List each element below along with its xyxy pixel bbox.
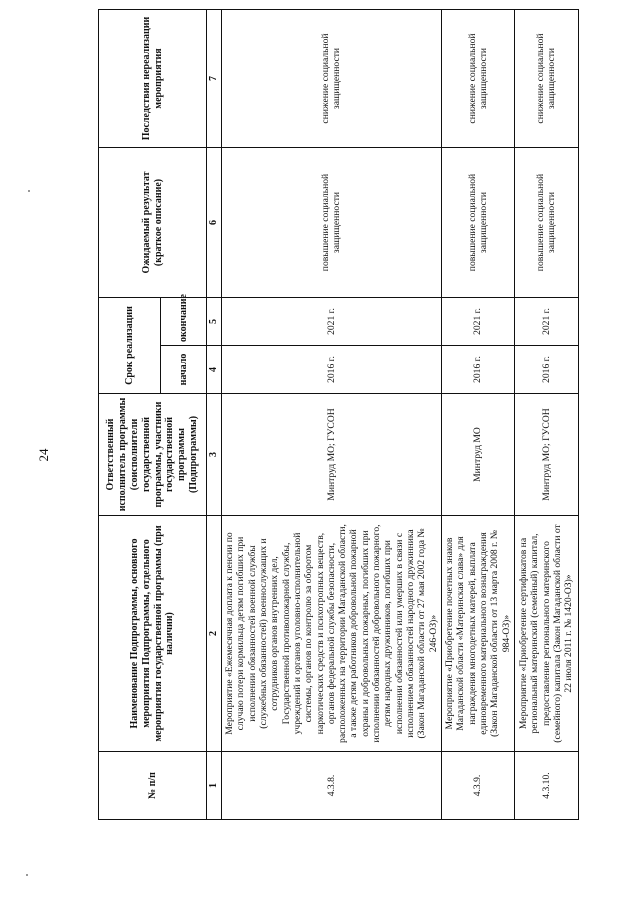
program-measures-table: [98, 9, 579, 820]
table-row: [222, 10, 442, 820]
row-num: 4.3.8.: [222, 752, 442, 820]
row-end: 2021 г.: [441, 298, 514, 346]
column-number: 7: [207, 10, 222, 148]
row-start: 2016 г.: [441, 346, 514, 394]
row-num: 4.3.9.: [441, 752, 514, 820]
scan-speck: [26, 874, 28, 876]
scan-speck: [28, 190, 30, 192]
header-num: № п/п: [99, 752, 207, 820]
document-table-region: [98, 10, 575, 820]
header-name: Наименование Подпрограммы, основного мероприятия Подпрограммы, отдельного мероприятия государственной программы (при наличии): [99, 516, 207, 752]
column-number: 1: [207, 752, 222, 820]
table-row: [514, 10, 578, 820]
row-responsible: Минтруд МО; ГУСОН: [222, 394, 442, 516]
column-number: 4: [207, 346, 222, 394]
column-number-row: [207, 10, 222, 820]
row-name: Мероприятие «Приобретение сертификатов на региональный материнский (семейный) капитал, предоставление регионального материнского (семейного) капитала (Закон Магаданской области от 22 июля 2011 г. № 1420-ОЗ)»: [514, 516, 578, 752]
header-consequences: Последствия нереализации мероприятия: [99, 10, 207, 148]
column-number: 3: [207, 394, 222, 516]
column-number: 2: [207, 516, 222, 752]
row-num: 4.3.10.: [514, 752, 578, 820]
row-start: 2016 г.: [514, 346, 578, 394]
row-end: 2021 г.: [222, 298, 442, 346]
row-name: Мероприятие «Приобретение почетных знаков Магаданской области «Материнская слава» для награждения многодетных матерей, выплата единовременного материального вознаграждения (Закон Магаданской области от 13 марта 2008 г. № 984-ОЗ)»: [441, 516, 514, 752]
row-responsible: Минтруд МО; ГУСОН: [514, 394, 578, 516]
table-header-row: [99, 10, 161, 820]
table-row: [441, 10, 514, 820]
row-result: повышение социальной защищенности: [222, 148, 442, 298]
row-start: 2016 г.: [222, 346, 442, 394]
row-consequences: снижение социальной защищенности: [514, 10, 578, 148]
row-consequences: снижение социальной защищенности: [222, 10, 442, 148]
column-number: 5: [207, 298, 222, 346]
row-end: 2021 г.: [514, 298, 578, 346]
header-result: Ожидаемый результат (краткое описание): [99, 148, 207, 298]
header-end: окончание: [161, 298, 207, 346]
row-name: Мероприятие «Ежемесячная доплата к пенсии по случаю потери кормильца детям погибших при исполнении обязанностей военной службы (служебных обязанностей) военнослужащих и сотрудников органов внутренних дел, Государственной противопожарной службы, учреждений и органов уголовно-исполнительной системы, органов по контролю за оборотом наркотических средств и психотропных веществ, органов федеральной службы безопасности, расположенных на территории Магаданской области, а также детям работников добровольной пожарной охраны и добровольных пожарных, погибших при исполнении обязанностей добровольного пожарного, детям народных дружинников, погибших при исполнении обязанностей или умерших в связи с исполнением обязанностей народного дружинника (Закон Магаданской области от 27 мая 2002 года № 246-ОЗ)»: [222, 516, 442, 752]
row-responsible: Минтруд МО: [441, 394, 514, 516]
header-responsible: Ответственный исполнитель программы (соисполнители государственной программы, участники государственной программы (Подпрограммы): [99, 394, 207, 516]
header-period: Срок реализации: [99, 298, 161, 394]
header-start: начало: [161, 346, 207, 394]
row-result: повышение социальной защищенности: [441, 148, 514, 298]
column-number: 6: [207, 148, 222, 298]
row-result: повышение социальной защищенности: [514, 148, 578, 298]
page-number: 24: [36, 448, 51, 462]
row-consequences: снижение социальной защищенности: [441, 10, 514, 148]
